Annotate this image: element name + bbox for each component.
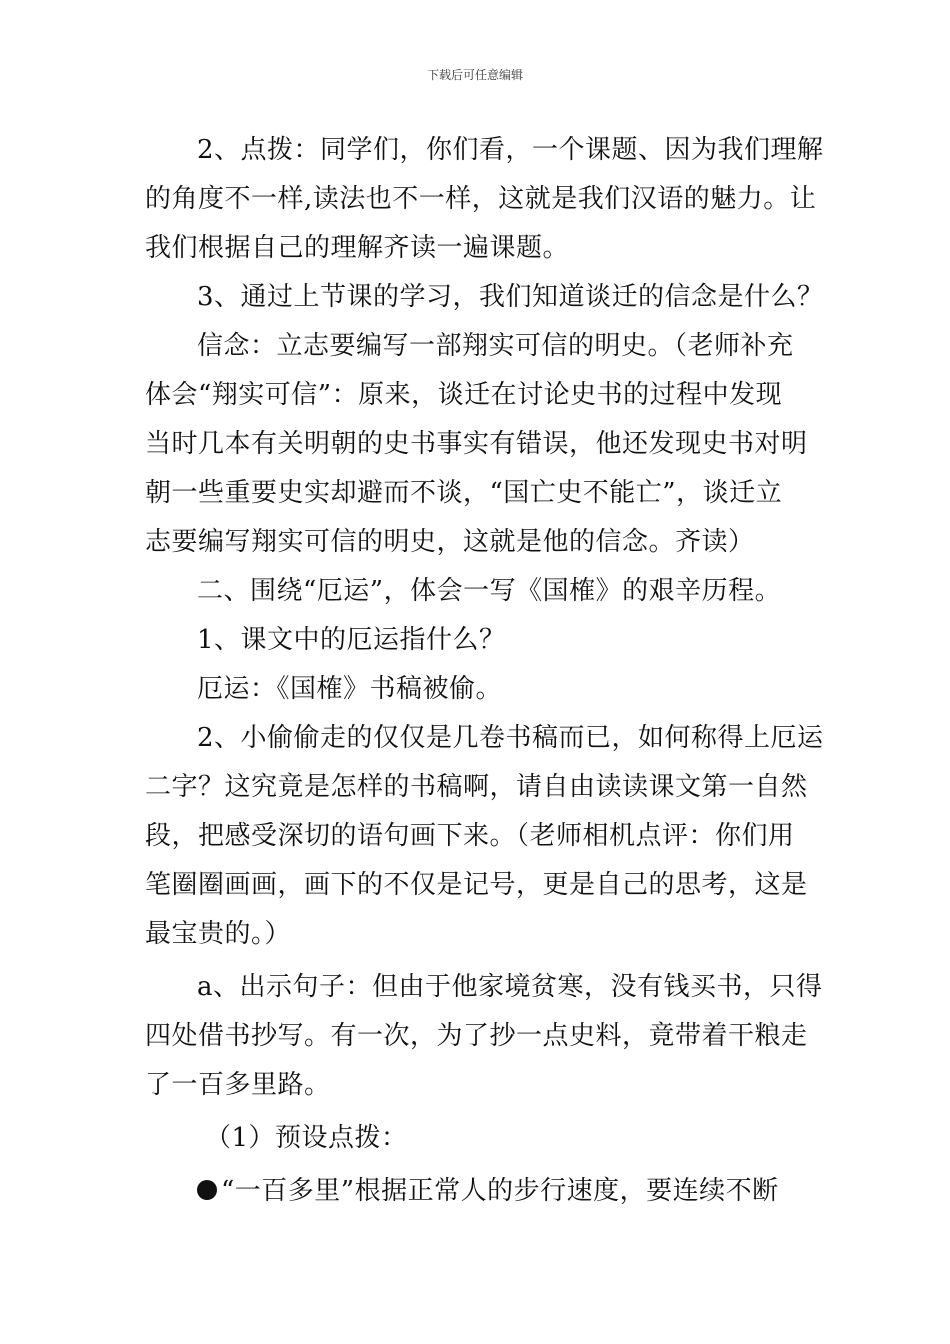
paragraph-line: 最宝贵的。） [145, 919, 292, 949]
page-header: 下载后可任意编辑 [426, 68, 523, 82]
paragraph-line: 当时几本有关明朝的史书事实有错误，他还发现史书对明 [145, 429, 808, 459]
paragraph-line: 的角度不一样,读法也不一样，这就是我们汉语的魅力。让 [145, 184, 817, 214]
paragraph-line: 了一百多里路。 [145, 1070, 331, 1100]
paragraph-line: 2、点拨：同学们，你们看，一个课题、因为我们理解 [197, 135, 824, 165]
paragraph-line: 我们根据自己的理解齐读一遍课题。 [145, 233, 570, 263]
bullet-line [145, 1167, 807, 1216]
paragraph-line: 笔圈圈画画，画下的不仅是记号，更是自己的思考，这是 [145, 870, 808, 900]
bullet-text: “一百多里”根据正常人的步行速度，要连续不断 [221, 1176, 779, 1206]
paragraph-line: 四处借书抄写。有一次，为了抄一点史料，竟带着干粮走 [145, 1021, 808, 1051]
paragraph-line: 信念：立志要编写一部翔实可信的明史。（老师补充 [197, 331, 794, 361]
paragraph-line: 段，把感受深切的语句画下来。（老师相机点评：你们用 [145, 821, 795, 851]
paragraph-line: a、出示句子：但由于他家境贫寒，没有钱买书，只得 [197, 972, 823, 1002]
bullet-icon [197, 1180, 217, 1200]
paragraph-line: 志要编写翔实可信的明史，这就是他的信念。齐读） [145, 527, 755, 557]
paragraph-line: 朝一些重要史实却避而不谈，“国亡史不能亡”，谈迁立 [145, 478, 783, 508]
paragraph-line: 2、小偷偷走的仅仅是几卷书稿而已，如何称得上厄运 [197, 723, 824, 753]
paragraph-line: 体会“翔实可信”：原来，谈迁在讨论史书的过程中发现 [145, 380, 783, 410]
paragraph-line: 二字？这究竟是怎样的书稿啊，请自由读读课文第一自然 [145, 772, 808, 802]
section-heading: 二、围绕“厄运”，体会一写《国榷》的艰辛历程。 [197, 576, 782, 606]
paragraph-line: 1、课文中的厄运指什么？ [197, 625, 506, 655]
document-body [145, 126, 824, 1216]
paragraph-line: （1）预设点拨： [205, 1123, 408, 1153]
paragraph-line: 厄运：《国榷》书稿被偷。 [197, 674, 503, 704]
paragraph-line: 3、通过上节课的学习，我们知道谈迁的信念是什么？ [197, 282, 824, 312]
